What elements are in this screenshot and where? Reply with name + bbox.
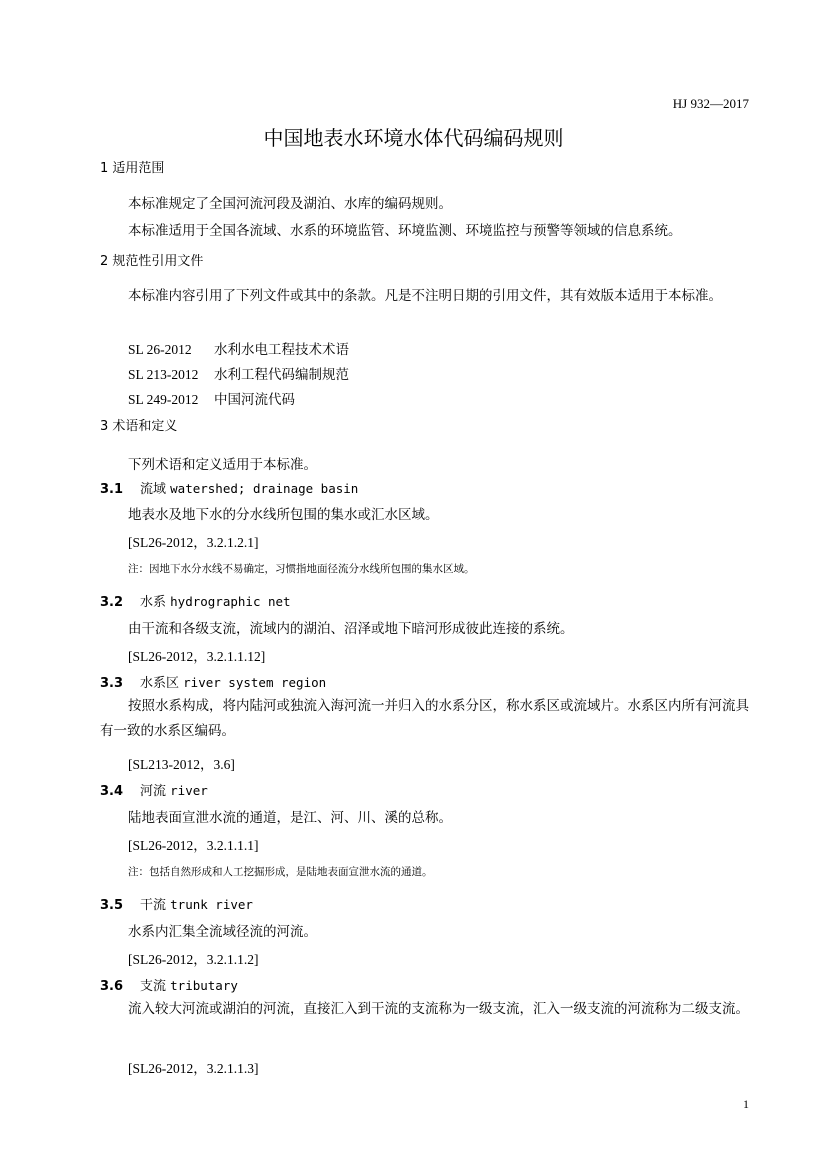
- term-english: trunk river: [170, 897, 253, 912]
- term-chinese: 干流: [140, 898, 167, 913]
- reference-item: [128, 388, 295, 408]
- term-heading: [100, 975, 238, 994]
- term-source: [SL26-2012，3.2.1.1.12]: [128, 649, 266, 664]
- reference-item: [128, 363, 349, 383]
- term-chinese: 水系: [140, 595, 167, 610]
- term-heading: [100, 672, 326, 691]
- term-number: 3.2: [100, 595, 124, 610]
- section-2-heading: 2 规范性引用文件: [100, 254, 204, 269]
- term-chinese: 水系区: [140, 676, 180, 691]
- section-1-paragraph-2: 本标准适用于全国各流域、水系的环境监管、环境监测、环境监控与预警等领域的信息系统。: [128, 223, 682, 239]
- term-heading: [100, 894, 253, 913]
- term-heading: [100, 591, 291, 610]
- term-number: 3.3: [100, 676, 124, 691]
- term-source: [SL26-2012，3.2.1.1.3]: [128, 1061, 259, 1076]
- document-number: HJ 932—2017: [672, 96, 749, 111]
- term-number: 3.5: [100, 898, 124, 913]
- term-heading: [100, 780, 208, 799]
- term-english: river system region: [183, 675, 327, 690]
- section-1-heading: 1 适用范围: [100, 161, 165, 176]
- term-heading: [100, 478, 358, 497]
- page-number: 1: [743, 1097, 749, 1111]
- reference-item: [128, 338, 349, 358]
- term-definition: 由干流和各级支流，流域内的湖泊、沼泽或地下暗河形成彼此连接的系统。: [128, 621, 574, 637]
- term-chinese: 流域: [140, 482, 167, 497]
- term-definition: 水系内汇集全流域径流的河流。: [128, 924, 317, 940]
- term-note: 注：因地下水分水线不易确定，习惯指地面径流分水线所包围的集水区域。: [128, 563, 475, 575]
- term-source: [SL26-2012，3.2.1.2.1]: [128, 535, 259, 550]
- page-title: 中国地表水环境水体代码编码规则: [263, 126, 564, 150]
- term-number: 3.1: [100, 482, 124, 497]
- reference-name: 水利水电工程技术术语: [214, 342, 349, 357]
- term-source: [SL213-2012，3.6]: [128, 757, 235, 772]
- term-english: hydrographic net: [170, 594, 291, 609]
- term-chinese: 支流: [140, 979, 167, 994]
- term-note: 注：包括自然形成和人工挖掘形成，是陆地表面宣泄水流的通道。: [128, 866, 433, 878]
- section-2-paragraph-1: 本标准内容引用了下列文件或其中的条款。凡是不注明日期的引用文件，其有效版本适用于本标准。: [128, 288, 722, 304]
- term-definition: 地表水及地下水的分水线所包围的集水或汇水区域。: [128, 507, 439, 523]
- term-number: 3.4: [100, 784, 124, 799]
- term-number: 3.6: [100, 979, 124, 994]
- reference-name: 水利工程代码编制规范: [214, 367, 349, 382]
- term-source: [SL26-2012，3.2.1.1.1]: [128, 838, 259, 853]
- term-english: tributary: [170, 978, 238, 993]
- term-english: watershed; drainage basin: [170, 481, 359, 496]
- section-1-paragraph-1: 本标准规定了全国河流河段及湖泊、水库的编码规则。: [128, 196, 452, 212]
- term-definition: 按照水系构成，将内陆河或独流入海河流一并归入的水系分区，称水系区或流域片。水系区内所有河流具有一致的水系区编码。: [100, 698, 749, 739]
- term-chinese: 河流: [140, 784, 167, 799]
- reference-name: 中国河流代码: [214, 392, 295, 407]
- term-definition: 流入较大河流或湖泊的河流，直接汇入到干流的支流称为一级支流，汇入一级支流的河流称为二级支流。: [128, 1001, 749, 1017]
- reference-code: SL 26-2012: [128, 342, 192, 357]
- term-english: river: [170, 783, 208, 798]
- section-3-heading: 3 术语和定义: [100, 419, 178, 434]
- reference-code: SL 213-2012: [128, 367, 199, 382]
- reference-code: SL 249-2012: [128, 392, 199, 407]
- term-source: [SL26-2012，3.2.1.1.2]: [128, 952, 259, 967]
- term-definition: 陆地表面宣泄水流的通道，是江、河、川、溪的总称。: [128, 810, 452, 826]
- section-3-paragraph-1: 下列术语和定义适用于本标准。: [128, 457, 317, 473]
